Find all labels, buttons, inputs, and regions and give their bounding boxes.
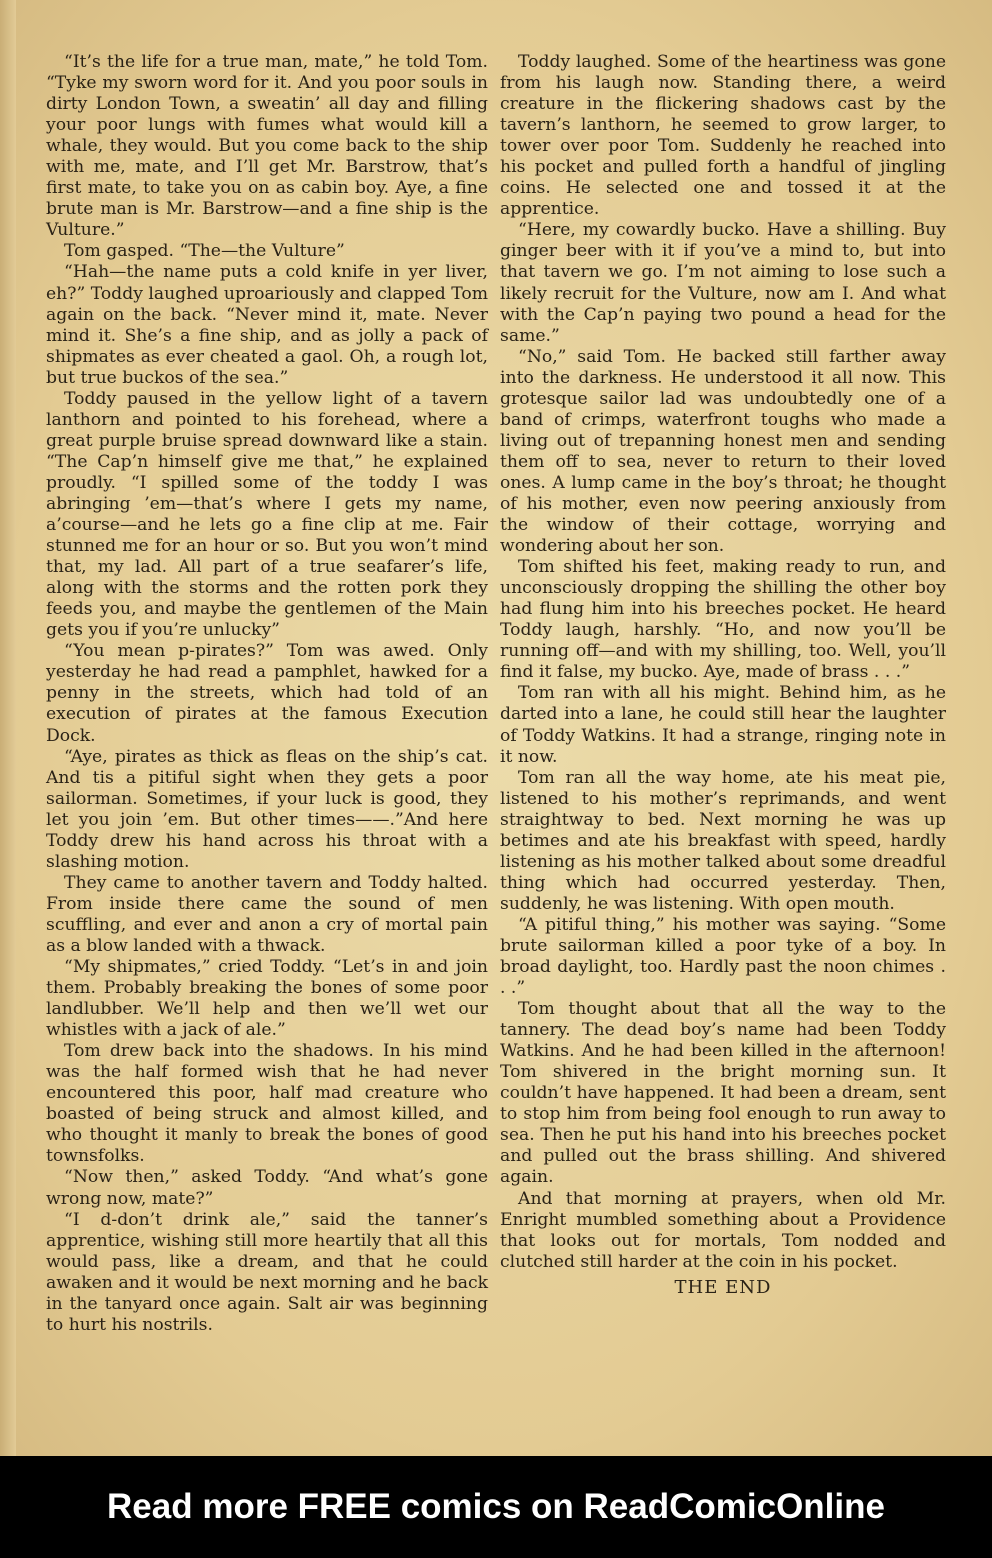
page-binding-edge (0, 0, 16, 1456)
paragraph: “You mean p-pirates?” Tom was awed. Only yesterday he had read a pamphlet, hawked for a penny in the streets, which had told of an execution of pirates at the famous Execution Dock. (46, 641, 488, 746)
paragraph: “No,” said Tom. He backed still farther away into the darkness. He understood it all now. This grotesque sailor lad was undoubtedly one of a band of crimps, waterfront toughs who made a living out of trepanning honest men and sending them off to sea, never to return to their loved ones. A lump came in the boy’s throat; he thought of his mother, even now peering anxiously from the window of their cottage, worrying and wondering about her son. (500, 346, 946, 557)
paragraph: “Now then,” asked Toddy. “And what’s gone wrong now, mate?” (46, 1167, 488, 1209)
paragraph: “It’s the life for a true man, mate,” he told Tom. “Tyke my sworn word for it. And you poor souls in dirty London Town, a sweatin’ all day and filling your poor lungs with fumes what would kill a whale, they would. But you come back to the ship with me, mate, and I’ll get Mr. Barstrow, that’s first mate, to take you on as cabin boy. Aye, a fine brute man is Mr. Barstrow—and a fine ship is the Vulture.” (46, 52, 488, 241)
left-text-column (46, 52, 488, 1336)
paragraph: “Hah—the name puts a cold knife in yer liver, eh?” Toddy laughed uproariously and clapped Tom again on the back. “Never mind it, mate. Never mind it. She’s a fine ship, and as jolly a pack of shipmates as ever cheated a gaol. Oh, a rough lot, but true buckos of the sea.” (46, 262, 488, 388)
paragraph: “A pitiful thing,” his mother was saying. “Some brute sailorman killed a poor tyke of a boy. In broad daylight, too. Hardly past the noon chimes . . .” (500, 914, 946, 999)
footer-banner[interactable]: Read more FREE comics on ReadComicOnline (0, 1456, 992, 1558)
paragraph: Tom drew back into the shadows. In his mind was the half formed wish that he had never encountered this poor, half mad creature who boasted of being struck and almost killed, and who thought it manly to break the bones of good townsfolks. (46, 1041, 488, 1167)
paragraph: Tom shifted his feet, making ready to run, and unconsciously dropping the shilling the other boy had flung him into his breeches pocket. He heard Toddy laugh, harshly. “Ho, and now you’ll be running off—and with my shilling, too. Well, you’ll find it false, my bucko. Aye, made of brass . . .” (500, 557, 946, 683)
paragraph: Toddy paused in the yellow light of a tavern lanthorn and pointed to his forehead, where a great purple bruise spread downward like a stain. “The Cap’n himself give me that,” he explained proudly. “I spilled some of the toddy I was abringing ’em—that’s where I gets my name, a’course—and he lets go a fine clip at me. Fair stunned me for an hour or so. But you won’t mind that, my lad. All part of a true seafarer’s life, along with the storms and the rotten pork they feeds you, and maybe the gentlemen of the Main gets you if you’re unlucky” (46, 388, 488, 641)
paragraph: And that morning at prayers, when old Mr. Enright mumbled something about a Providence that looks out for mortals, Tom nodded and clutched still harder at the coin in his pocket. (500, 1188, 946, 1272)
paragraph: “Here, my cowardly bucko. Have a shilling. Buy ginger beer with it if you’ve a mind to, but into that tavern we go. I’m not aiming to lose such a likely recruit for the Vulture, now am I. And what with the Cap’n paying two pound a head for the same.” (500, 220, 946, 346)
paragraph: Tom thought about that all the way to the tannery. The dead boy’s name had been Toddy Watkins. And he had been killed in the afternoon! Tom shivered in the bright morning sun. It couldn’t have happened. It had been a dream, sent to stop him from being fool enough to run away to sea. Then he put his hand into his breeches pocket and pulled out the brass shilling. And shivered again. (500, 999, 946, 1188)
paragraph: “My shipmates,” cried Toddy. “Let’s in and join them. Probably breaking the bones of some poor landlubber. We’ll help and then we’ll wet our whistles with a jack of ale.” (46, 957, 488, 1041)
paragraph: “Aye, pirates as thick as fleas on the ship’s cat. And tis a pitiful sight when they gets a poor sailorman. Sometimes, if your luck is good, they let you join ’em. But other times——.”And here Toddy drew his hand across his throat with a slashing motion. (46, 746, 488, 872)
paragraph: Tom ran all the way home, ate his meat pie, listened to his mother’s reprimands, and went straightway to bed. Next morning he was up betimes and ate his breakfast with speed, hardly listening as his mother talked about some dreadful thing which had occurred yesterday. Then, suddenly, he was listening. With open mouth. (500, 767, 946, 914)
right-text-column (500, 52, 946, 1298)
paragraph: They came to another tavern and Toddy halted. From inside there came the sound of men scuffling, and ever and anon a cry of mortal pain as a blow landed with a thwack. (46, 872, 488, 956)
the-end-label: THE END (674, 1276, 772, 1298)
paragraph: Toddy laughed. Some of the heartiness was gone from his laugh now. Standing there, a weird creature in the flickering shadows cast by the tavern’s lanthorn, he seemed to grow larger, to tower over poor Tom. Suddenly he reached into his pocket and pulled forth a handful of jingling coins. He selected one and tossed it at the apprentice. (500, 52, 946, 220)
paragraph: Tom gasped. “The—the Vulture” (64, 241, 345, 262)
paragraph: Tom ran with all his might. Behind him, as he darted into a lane, he could still hear the laughter of Toddy Watkins. It had a strange, ringing note in it now. (500, 683, 946, 767)
paragraph: “I d-don’t drink ale,” said the tanner’s apprentice, wishing still more heartily that all this would pass, like a dream, and that he could awaken and it would be next morning and he back in the tanyard once again. Salt air was beginning to hurt his nostrils. (46, 1209, 488, 1335)
